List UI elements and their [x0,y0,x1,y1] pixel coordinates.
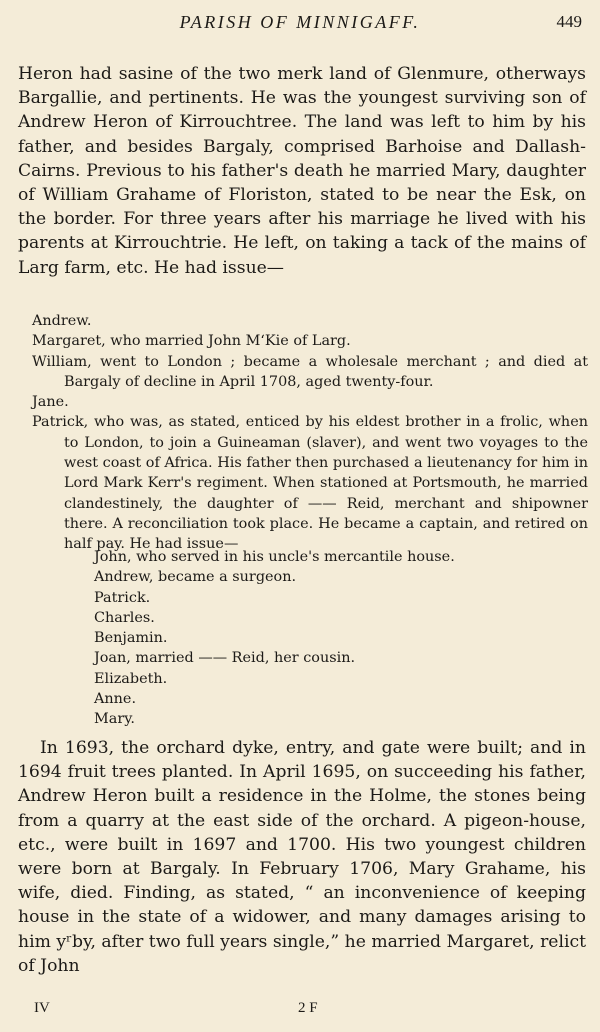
list-item: Andrew, became a surgeon. [94,569,297,586]
list-item: Andrew. [32,313,92,329]
paragraph-orchard: In 1693, the orchard dyke, entry, and gate were built; and in 1694 fruit trees planted. In April 1695, on succeeding his father, Andrew Heron built a residence in the Holme, the stones being from a quarry at the east side of the orchard. A pigeon-house, etc., were built in 1697 and 1700. His two youngest children were born at Bargaly. In February 1706, Mary Grahame, his wife, died. Finding, as stated, “ an inconvenience of keeping house in the state of a widower, and many damages arising to him yʳby, after two full years single,” he married Margaret, relict of John [18,738,586,976]
running-title: PARISH OF MINNIGAFF. [179,12,421,32]
list-item: Charles. [94,609,155,626]
list-item: William, went to London ; became a wholesale merchant ; and died at Bargaly of decline in April 1708, aged twenty-four. [32,353,588,390]
list-item: Jane. [32,394,69,411]
page-number: 449 [556,12,582,31]
page-footer [14,1000,586,1024]
signature-mark: 2 F [298,1000,318,1016]
list-item: Patrick, who was, as stated, enticed by his eldest brother in a frolic, when to London, to join a Guineaman (slaver), and went two voyages to the west coast of Africa. His father then purchased a lieutenancy for him in Lord Mark Kerr's regiment. When stationed at Portsmouth, he married clandestinely, the daughter of —— Reid, merchant and shipowner there. A reconciliation took place. He became a captain, and retired on half pay. He had issue— [32,414,588,553]
list-item: Anne. [94,691,137,708]
list-item: Mary. [94,711,135,728]
patrick-issue-list [94,547,574,730]
list-item: Elizabeth. [94,670,168,687]
paragraph-heron-sasine: Heron had sasine of the two merk land of Glenmure, otherways Bargallie, and pertinents. He was the youngest surviving son of Andrew Heron of Kirrouchtree. The land was left to him by his father, and besides Bargaly, comprised Barhoise and Dallash-Cairns. Previous to his father's death he married Mary, daughter of William Grahame of Floriston, stated to be near the Esk, on the border. For three years after his marriage he lived with his parents at Kirrouchtrie. He left, on taking a tack of the mains of Larg farm, etc. He had issue— [18,64,586,278]
volume-mark: IV [34,1000,50,1016]
list-item: Benjamin. [94,630,168,647]
list-item: Joan, married —— Reid, her cousin. [94,650,356,667]
list-item: Patrick. [94,589,151,606]
list-item: Margaret, who married John M‘Kie of Larg. [32,333,351,350]
list-item: John, who served in his uncle's mercantile house. [94,549,455,565]
issue-list [32,311,588,555]
running-head [14,12,586,42]
